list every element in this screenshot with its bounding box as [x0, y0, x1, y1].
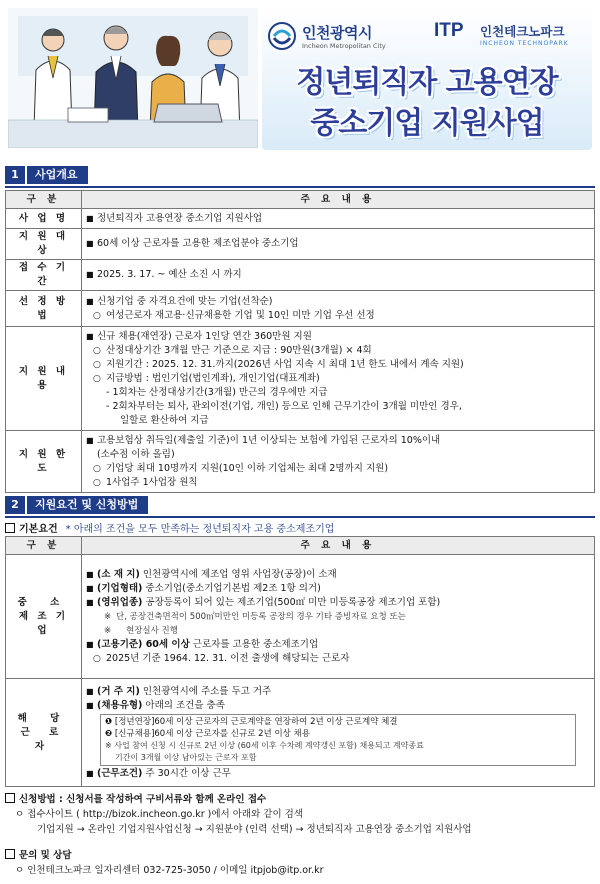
circle-bullet-icon: ㅇ	[15, 809, 28, 820]
sme-industry	[86, 596, 590, 610]
hiring-condition-2-text: [신규채용]60세 이상 근로자를 신규로 2년 이상 채용	[114, 728, 310, 739]
incheon-city-name: 인천광역시	[302, 24, 372, 42]
circle-bullet-icon: ㅇ	[15, 865, 28, 876]
value-selection	[82, 291, 595, 327]
text-target: ■ 60세 이상 근로자를 고용한 제조업분야 중소기업	[86, 237, 590, 251]
label-worker-line1: 해 당	[17, 712, 70, 724]
requirements-header-row	[6, 537, 595, 555]
label-period: 접 수 기 간	[6, 260, 82, 291]
worker-conditions	[86, 767, 590, 781]
text-content-2: ○ 산정대상기간 3개월 만근 기준으로 지급 : 90만원(3개월) × 4회	[86, 344, 590, 358]
value-period	[82, 260, 595, 291]
sme-type	[86, 582, 590, 596]
sme-employment-text: 근로자를 고용한 중소제조기업	[189, 638, 319, 650]
itp-logo	[434, 20, 589, 54]
main-title-line2: 중소기업 지원사업	[310, 106, 544, 141]
overview-header-col1: 구 분	[6, 191, 82, 209]
label-sme-line2: 제 조 기 업	[18, 610, 69, 636]
section1-title: 사업개요	[27, 166, 88, 184]
sme-location	[86, 568, 590, 582]
checkbox-square-icon	[5, 849, 15, 859]
text-limit-3: ○ 기업당 최대 10명까지 지원(10인 이하 기업체는 최대 2명까지 지원)	[86, 462, 590, 476]
sme-location-key: (소 재 지)	[97, 568, 140, 580]
banner	[0, 0, 600, 155]
label-selection: 선 정 방 법	[6, 291, 82, 327]
worker-residence-key: (거 주 지)	[97, 685, 140, 697]
overview-table	[5, 190, 595, 493]
sme-industry-key: (영위업종)	[97, 596, 143, 608]
row-period	[6, 260, 595, 291]
label-worker	[6, 679, 82, 787]
text-limit-4: ○ 1사업주 1사업장 원칙	[86, 476, 590, 490]
application-site	[5, 807, 595, 822]
label-project-name: 사 업 명	[6, 209, 82, 229]
section2-title: 지원요건 및 신청방법	[27, 496, 148, 514]
hiring-condition-1	[105, 716, 571, 728]
sme-employment-key: (고용기준) 60세 이상	[97, 638, 190, 650]
worker-hiring-type-text: 아래의 조건을 충족	[142, 699, 225, 711]
checkbox-square-icon	[5, 793, 15, 803]
text-content-4: ○ 지급방법 : 법인기업(법인계좌), 개인기업(대표계좌)	[86, 372, 590, 386]
section2-header	[5, 496, 595, 514]
row-target	[6, 229, 595, 260]
hiring-conditions-box	[100, 714, 576, 766]
main-title-line1: 정년퇴직자 고용연장	[296, 65, 558, 100]
worker-conditions-text: 주 30시간 이상 근무	[142, 767, 231, 779]
contact-heading	[5, 848, 595, 863]
application-path: 기업지원 → 온라인 기업지원사업신청 → 지원분야 (인력 선택) → 정년퇴직자 고용연장 중소기업 지원사업	[37, 824, 472, 835]
value-sme	[82, 555, 595, 679]
sme-location-text: 인천광역시에 제조업 영위 사업장(공장)이 소재	[139, 568, 337, 580]
logo-row	[262, 16, 592, 56]
text-content-7: 일할로 환산하여 지급	[120, 414, 209, 426]
section1-header	[5, 166, 595, 184]
text-selection-1: ■ 신청기업 중 자격요건에 맞는 기업(선착순)	[86, 295, 590, 309]
sme-note-1: ※ 단, 공장건축면적이 500㎡미만인 미등록 공장의 경우 기타 증빙자료 요청 또는	[86, 610, 590, 624]
number-one-icon: ❶	[105, 716, 113, 727]
contact-line-text: 인천테크노파크 일자리센터 032-725-3050 / 이메일 itpjob@itp.or.kr	[27, 865, 324, 876]
label-content: 지 원 내 용	[6, 327, 82, 431]
text-limit-1: ■ 고용보험상 취득일(제출일 기준)이 1년 이상되는 보험에 가입된 근로자의 10%이내	[86, 434, 590, 448]
row-sme	[6, 555, 595, 679]
incheon-city-logo	[268, 20, 418, 54]
text-content-6: - 2회차부터는 퇴사, 관외이전(기업, 개인) 등으로 인해 근무기간이 3개월 미만인 경우,	[106, 400, 462, 412]
section1-rule	[5, 186, 595, 188]
row-selection	[6, 291, 595, 327]
contact-heading-text: 문의 및 상담	[19, 850, 72, 861]
row-worker	[6, 679, 595, 787]
itp-subname: INCHEON TECHNOPARK	[480, 40, 569, 47]
hiring-note-1: ※ 사업 참여 신청 시 신규로 2년 이상 (60세 이후 수차례 계약갱신 포함) 채용되고 계약종료	[105, 740, 424, 750]
value-project-name	[82, 209, 595, 229]
sme-employment	[86, 638, 590, 652]
row-content	[6, 327, 595, 431]
hiring-condition-2	[105, 728, 571, 740]
banner-title-area	[262, 10, 592, 150]
text-content-1: ■ 신규 채용(재연장) 근로자 1인당 연간 360만원 지원	[86, 330, 590, 344]
section2-number: 2	[5, 496, 25, 514]
hiring-condition-1-text: [정년연장]60세 이상 근로자의 근로계약을 연장하여 2년 이상 근로계약 체결	[114, 716, 398, 727]
itp-short-name: ITP	[434, 20, 464, 41]
sme-industry-text: 공장등록이 되어 있는 제조기업(500㎡ 미만 미등록공장 제조기업 포함)	[142, 596, 441, 608]
overview-header-col2: 주 요 내 용	[82, 191, 595, 209]
sme-type-text: 중소기업(중소기업기본법 제2조 1항 의거)	[142, 582, 321, 594]
requirements-table	[5, 536, 595, 787]
text-selection-2: ○ 여성근로자 재고용·신규채용한 기업 및 10인 미만 기업 우선 선정	[86, 309, 590, 323]
office-workers-illustration	[8, 8, 258, 148]
worker-conditions-key: (근무조건)	[97, 767, 143, 779]
worker-residence-text: 인천광역시에 주소를 두고 거주	[139, 685, 272, 697]
section1-number: 1	[5, 166, 25, 184]
label-sme	[6, 555, 82, 679]
value-target	[82, 229, 595, 260]
sme-birth-criteria: ○ 2025년 기준 1964. 12. 31. 이전 출생에 해당되는 근로자	[86, 652, 590, 666]
basic-requirements-label: 기본요건	[19, 524, 58, 535]
itp-name: 인천테크노파크	[480, 24, 565, 39]
application-heading-text: 신청방법 : 신청서를 작성하여 구비서류와 함께 온라인 접수	[19, 794, 267, 805]
label-target: 지 원 대 상	[6, 229, 82, 260]
application-site-text: 접수사이트 ( http://bizok.incheon.go.kr )에서 아래와 같이 검색	[27, 809, 304, 820]
requirements-header-col2: 주 요 내 용	[82, 537, 595, 555]
application-heading	[5, 792, 595, 807]
number-two-icon: ❷	[105, 728, 113, 739]
value-content	[82, 327, 595, 431]
label-worker-line2: 근 로 자	[20, 726, 67, 752]
text-content-5: - 1회차는 산정대상기간(3개월) 만근의 경우에만 지급	[106, 386, 328, 398]
row-limit	[6, 431, 595, 493]
worker-hiring-type-key: (채용유형)	[97, 699, 143, 711]
label-sme-line1: 중 소	[17, 596, 70, 608]
basic-requirements-header	[5, 520, 595, 534]
value-worker	[82, 679, 595, 787]
text-period: ■ 2025. 3. 17. ~ 예산 소진 시 까지	[86, 268, 590, 282]
text-project-name: ■ 정년퇴직자 고용연장 중소기업 지원사업	[86, 212, 590, 226]
overview-header-row	[6, 191, 595, 209]
application-method	[5, 792, 595, 837]
label-limit: 지 원 한 도	[6, 431, 82, 493]
sme-note-2	[86, 624, 590, 638]
checkbox-square-icon	[5, 523, 15, 533]
hiring-note-2: 기간이 3개월 이상 남아있는 근로자 포함	[115, 752, 257, 762]
text-limit-2: (소수점 이하 올림)	[97, 448, 175, 460]
contact-line	[5, 863, 595, 878]
contact-info	[5, 848, 595, 878]
incheon-city-emblem-icon	[268, 22, 296, 50]
incheon-city-subname: Incheon Metropolitan City	[302, 42, 386, 50]
sme-type-key: (기업형태)	[97, 582, 143, 594]
sme-note-2-text: 현장실사 진행	[126, 625, 178, 636]
worker-residence	[86, 685, 590, 699]
requirements-header-col1: 구 분	[6, 537, 82, 555]
basic-requirements-note: * 아래의 조건을 모두 만족하는 정년퇴직자 고용 중소제조기업	[65, 524, 335, 535]
value-limit	[82, 431, 595, 493]
row-project-name	[6, 209, 595, 229]
section2-rule	[5, 516, 595, 518]
text-content-3: ○ 지원기간 : 2025. 12. 31.까지(2026년 사업 지속 시 최대 1년 한도 내에서 계속 지원)	[86, 358, 590, 372]
worker-hiring-type	[86, 699, 590, 713]
